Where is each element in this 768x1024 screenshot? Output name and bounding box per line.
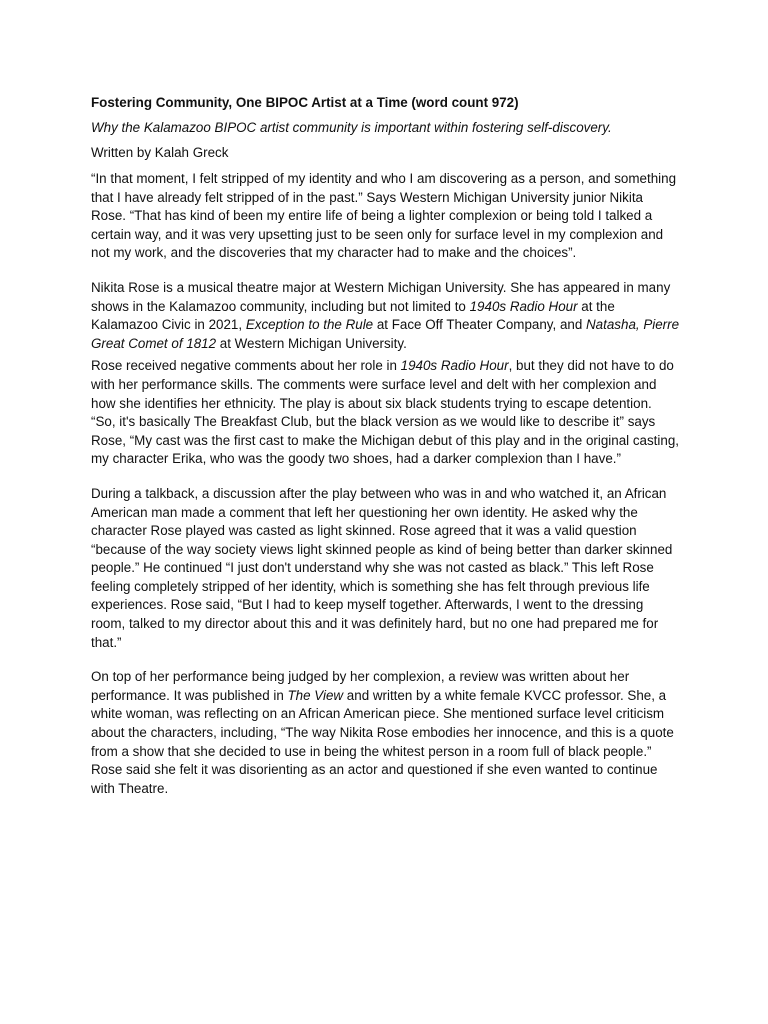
paragraph-3-text-a: Rose received negative comments about her role in: [91, 358, 401, 374]
show-title-1940s-radio-hour: 1940s Radio Hour: [469, 298, 578, 314]
paragraph-2: [91, 279, 680, 353]
article-subtitle: Why the Kalamazoo BIPOC artist community is important within fostering self-discovery.: [91, 120, 612, 135]
paragraph-4: During a talkback, a discussion after the play between who was in and who watched it, an African American man made a comment that left her questioning her own identity. He asked why the character Rose played was casted as light skinned. Rose agreed that it was a valid question “because of the way society views light skinned people as kind of being better than darker skinned people.” He continued “I just don't understand why she was not casted as black.” This left Rose feeling completely stripped of her identity, which is something she has felt through previous life experiences. Rose said, “But I had to keep myself together. Afterwards, I went to the dressing room, talked to my director about this and it was definitely hard, but no one had prepared me for that.”: [91, 485, 673, 650]
show-title-natasha-pierre: Natasha, Pierre Great Comet of 1812: [91, 317, 680, 351]
show-title-exception-to-the-rule: Exception to the Rule: [245, 317, 374, 333]
paragraph-2-text-a: Nikita Rose is a musical theatre major at Western Michigan University. She has appeared in many shows in the Kalamazoo community, including but not limited to: [91, 279, 671, 314]
paragraph-5: [91, 668, 680, 798]
paragraph-5-text-b: and written by a white female KVCC professor. She, a white woman, was reflecting on an African American piece. She mentioned surface level criticism about the characters, including, “The way Nikita Rose embodies her innocence, and this is a quote from a show that she decided to use in being the whitest person in a room full of black people.” Rose said she felt it was disorienting as an actor and questioned if she even wanted to continue with Theatre.: [91, 687, 674, 796]
paragraph-2-text-d: at Western Michigan University.: [216, 335, 407, 351]
paragraph-5-text-a: On top of her performance being judged by her complexion, a review was written about her performance. It was published in: [91, 669, 630, 703]
publication-title-the-view: The View: [287, 687, 344, 703]
paragraph-3-text-b: , but they did not have to do with her performance skills. The comments were surface level and delt with her complexion and how she identifies her ethnicity. The play is about six black students trying to escape detention. “So, it's basically The Breakfast Club, but the black version as we would like to describe it” says Rose, “My cast was the first cast to make the Michigan debut of this play and in the original casting, my character Erika, who was the goody two shoes, had a darker complexion than I have.”: [91, 358, 679, 467]
paragraph-2-text-b: at the Kalamazoo Civic in 2021,: [91, 298, 615, 333]
article-byline: Written by Kalah Greck: [91, 145, 229, 160]
article-title: Fostering Community, One BIPOC Artist at a Time (word count 972): [91, 95, 519, 110]
paragraph-1: “In that moment, I felt stripped of my identity and who I am discovering as a person, and something that I have already felt stripped of in the past.” Says Western Michigan University junior Nikita Rose. “That has kind of been my entire life of being a lighter complexion or being told I talked a certain way, and it was very upsetting just to be seen only for surface level in my complexion and not my work, and the discoveries that my character had to make and the choices”.: [91, 171, 677, 261]
show-title-1940s-radio-hour-2: 1940s Radio Hour: [400, 358, 509, 374]
paragraph-2-text-c: at Face Off Theater Company, and: [373, 317, 587, 333]
paragraph-3: [91, 357, 680, 469]
